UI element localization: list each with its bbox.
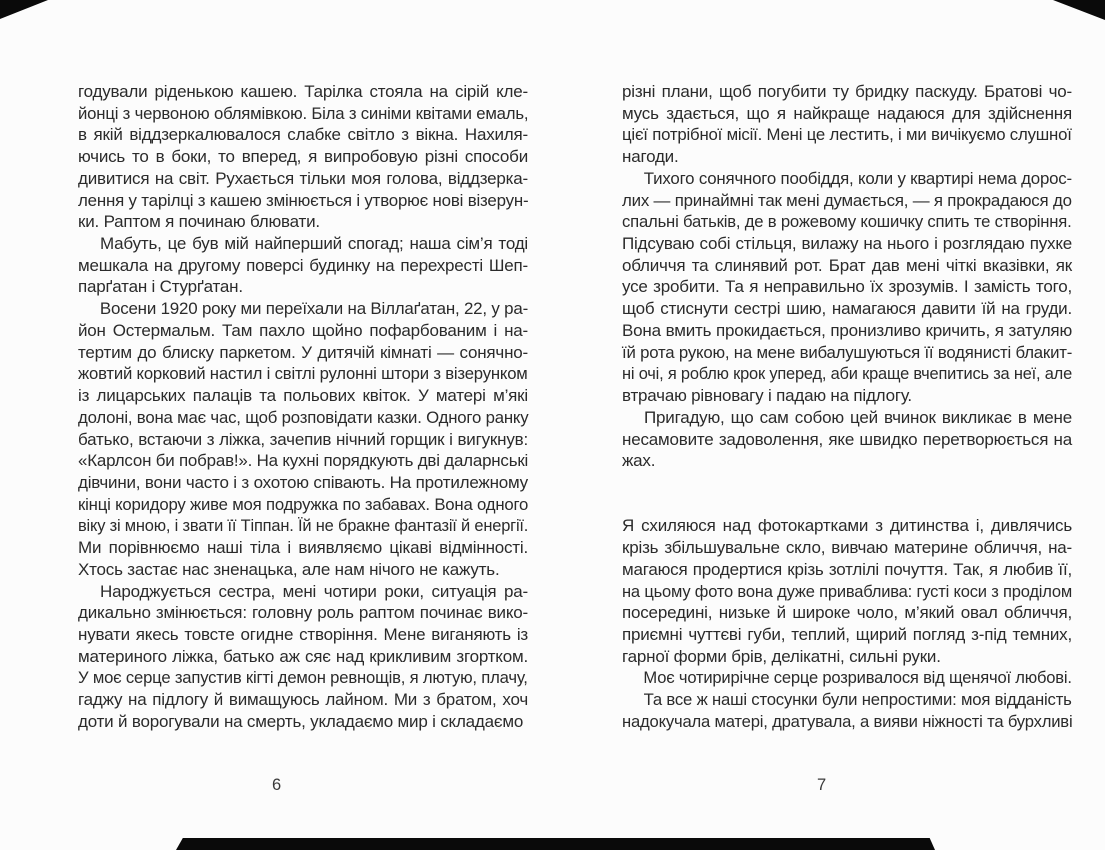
text-line: обличчя та слинявий рот. Брат дав мені чіткі вказівки, як — [622, 255, 1072, 275]
text-line: парґатан і Стурґатан. — [78, 277, 243, 297]
text-line: посередині, низьке й широке чоло, м’який овал обличчя, — [622, 603, 1072, 623]
text-line: лення у тарілці з кашею змінюється і утворює нові візерун- — [78, 190, 529, 210]
text-line: нагоди. — [622, 147, 679, 167]
text-line: їй рота рукою, на мене вибалушуються її водянисті блакит- — [622, 342, 1073, 362]
text-line: ки. Раптом я починаю блювати. — [78, 212, 320, 232]
text-line: батько, встаючи з ліжка, зачепив нічний горщик і вигукнув: — [78, 429, 528, 449]
text-line: мешкала на другому поверсі будинку на перехресті Шеп- — [78, 255, 528, 275]
text-line: ючись то в боки, то вперед, я випробовую різні способи — [78, 147, 528, 167]
text-line: магаюся продертися крізь зотлілі почуття. Так, я любив її, — [622, 559, 1072, 579]
text-line: Пригадую, що сам собою цей вчинок викликає в мене — [644, 407, 1072, 427]
scan-edge-top-right — [1053, 0, 1105, 20]
text-line: Підсуваю собі стільця, вилажу на нього і розглядаю пухке — [622, 234, 1072, 254]
text-line: із лицарських палаців та польових квіток. У матері м’які — [78, 386, 528, 406]
text-line: Тихого сонячного пообіддя, коли у квартирі нема дорос- — [643, 168, 1072, 188]
text-line: кінці коридору живе моя подружка по забавах. Вона одного — [78, 494, 529, 514]
text-line: тертим до блиску паркетом. У дитячій кімнаті — сонячно- — [78, 342, 528, 362]
text-line: надокучала матері, дратувала, а вияви ніжності та бурхливі — [622, 711, 1073, 731]
page-number-left: 6 — [272, 776, 282, 794]
text-line: жах. — [622, 451, 656, 471]
text-line: У моє серце запустив кігті демон ревнощів, я лютую, плачу, — [78, 668, 528, 688]
text-line: в якій віддзеркалювалося слабке світло з вікна. Нахиля- — [78, 125, 528, 145]
text-line: Народжується сестра, мені чотири роки, ситуація ра- — [100, 581, 528, 601]
text-line: мусь здається, що я найкраще надаюся для здійснення — [622, 103, 1072, 123]
text-line: годували ріденькою кашею. Тарілка стояла на сірій кле- — [78, 82, 528, 101]
text-line: гаджу на підлогу й вимащуюсь лайном. Ми з братом, хоч — [78, 690, 528, 710]
text-line: різні плани, щоб погубити ту бридку паскуду. Братові чо- — [622, 82, 1072, 101]
text-line: гарної форми брів, делікатні, сильні руки. — [622, 646, 941, 666]
text-line: дикально змінюється: головну роль раптом починає вико- — [78, 603, 528, 623]
text-line: втрачаю рівновагу і падаю на підлогу. — [622, 386, 912, 406]
text-line: щоб стиснути сестрі шию, намагаюся давити їй на груди. — [622, 299, 1072, 319]
page-left-text — [78, 81, 528, 733]
text-line: дівчини, вони часто і з охотою співають. На протилежному — [78, 472, 528, 492]
text-line: долоні, вона має час, щоб розповідати казки. Одного ранку — [78, 407, 529, 427]
text-line: віку зі мною, і звати її Тіппан. Їй не бракне фантазії й енергії. — [78, 516, 529, 536]
text-line: на цьому фото вона дуже приваблива: густі коси з проділом — [622, 581, 1073, 601]
text-line: лих — принаймні так мені думається, — я прокрадаюся до — [622, 190, 1072, 210]
text-line: нувати якесь товсте огидне створіння. Мене виганяють із — [78, 624, 528, 644]
text-line: крізь збільшувальне скло, вивчаю материне обличчя, на- — [622, 538, 1072, 558]
text-line: Мабуть, це був мій найперший спогад; наша сім’я тоді — [100, 234, 528, 254]
scan-edge-top-left — [0, 0, 48, 19]
page-number-right: 7 — [817, 776, 827, 794]
text-line: Ми порівнюємо наші тіла і виявляємо цікаві відмінності. — [78, 538, 528, 558]
text-line: ні очі, я роблю крок уперед, аби краще вчепитись за неї, але — [622, 364, 1073, 384]
scan-edge-bottom-bar — [176, 838, 935, 850]
text-line: приємні чуттєві губи, теплий, щирий погляд з-під темних, — [622, 625, 1072, 645]
text-line: Моє чотирирічне серце розривалося від щенячої любові. — [643, 668, 1072, 688]
text-line: Вона вмить прокидається, пронизливо кричить, я затуляю — [622, 320, 1072, 340]
text-line: йонці з червоною облямівкою. Біла з синіми квітами емаль, — [78, 103, 529, 123]
text-line: жовтий корковий настил і світлі рулонні штори з візерунком — [78, 364, 528, 384]
text-line: Та все ж наші стосунки були непростими: моя відданість — [643, 690, 1072, 710]
page-right-text — [622, 81, 1072, 733]
text-line: цієї потрібної місії. Мені це лестить, і ми вичікуємо слушної — [622, 125, 1072, 145]
text-line: «Карлсон би побрав!». На кухні порядкують дві даларнські — [78, 451, 529, 471]
text-line: йон Остермальм. Там пахло щойно пофарбованим і на- — [78, 320, 528, 340]
text-line: доти й ворогували на смерть, укладаємо мир і складаємо — [78, 711, 524, 731]
text-line: усе зробити. Та я неправильно їх зрозумів. І замість того, — [622, 277, 1072, 297]
text-line: спальні батьків, де в рожевому кошичку спить те створіння. — [622, 212, 1072, 232]
text-line: материного ліжка, батько аж сяє над крикливим згортком. — [78, 646, 528, 666]
text-line: дивитися на світ. Рухається тільки моя голова, віддзерка- — [78, 168, 528, 188]
text-line: Хтось застає нас зненацька, але нам нічого не кажуть. — [78, 559, 500, 579]
text-line: несамовите задоволення, яке швидко перетворюється на — [622, 429, 1072, 449]
text-line: Восени 1920 року ми переїхали на Віллаґатан, 22, у ра- — [99, 299, 529, 319]
text-line: Я схиляюся над фотокартками з дитинства і, дивлячись — [622, 516, 1072, 536]
